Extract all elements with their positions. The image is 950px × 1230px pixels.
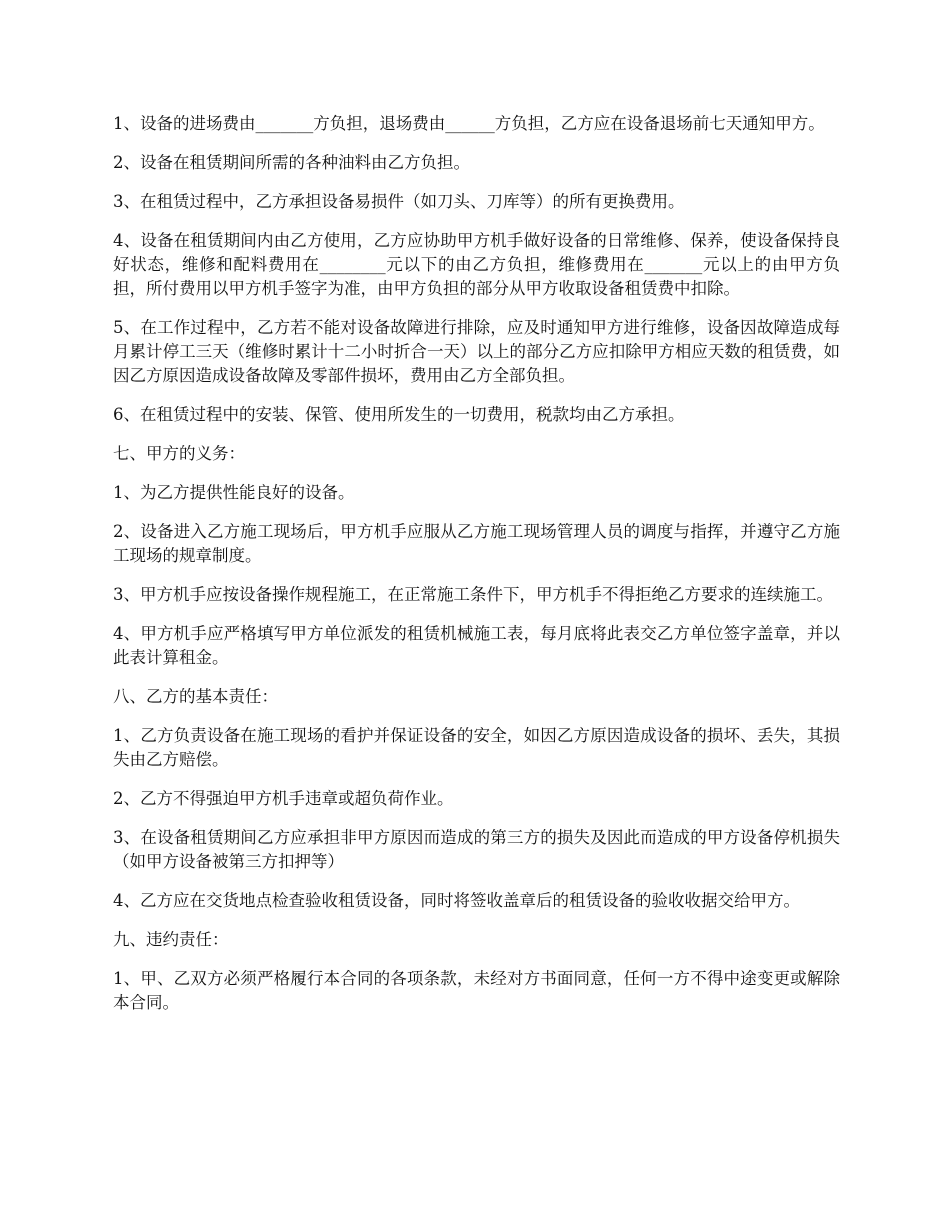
clause-fuel-cost: 2、设备在租赁期间所需的各种油料由乙方负担。: [113, 153, 470, 172]
section-heading-party-b-responsibilities: 八、乙方的基本责任：: [113, 687, 278, 706]
clause-installation-costs: 6、在租赁过程中的安装、保管、使用所发生的一切费用，税款均由乙方承担。: [113, 405, 685, 424]
section-heading-liability: 九、违约责任：: [113, 930, 229, 949]
clause-wear-parts: 3、在租赁过程中，乙方承担设备易损件（如刀头、刀库等）的所有更换费用。: [113, 192, 685, 211]
clause-acceptance: 4、乙方应在交货地点检查验收租赁设备，同时将签收盖章后的租赁设备的验收收据交给甲方。: [113, 891, 800, 910]
clause-operating-rules: 3、甲方机手应按设备操作规程施工，在正常施工条件下，甲方机手不得拒绝乙方要求的连续施工。: [113, 585, 833, 604]
section-heading-party-a-obligations: 七、甲方的义务：: [113, 444, 245, 463]
clause-construction-form: 4、甲方机手应严格填写甲方单位派发的租赁机械施工表，每月底将此表交乙方单位签字盖章，并以此表计算租金。: [113, 624, 840, 667]
clause-site-rules: 2、设备进入乙方施工现场后，甲方机手应服从乙方施工现场管理人员的调度与指挥，并遵守乙方施工现场的规章制度。: [113, 522, 840, 565]
clause-contract-performance: 1、甲、乙双方必须严格履行本合同的各项条款，未经对方书面同意，任何一方不得中途变更或解除本合同。: [113, 969, 840, 1012]
clause-equipment-safety: 1、乙方负责设备在施工现场的看护并保证设备的安全，如因乙方原因造成设备的损坏、丢失，其损失由乙方赔偿。: [113, 726, 840, 769]
clause-no-overload: 2、乙方不得强迫甲方机手违章或超负荷作业。: [113, 789, 454, 808]
clause-provide-equipment: 1、为乙方提供性能良好的设备。: [113, 483, 355, 502]
clause-equipment-entry-exit-fee: 1、设备的进场费由_______方负担，退场费由______方负担，乙方应在设备退场前七天通知甲方。: [113, 114, 825, 133]
clause-breakdown: 5、在工作过程中，乙方若不能对设备故障进行排除，应及时通知甲方进行维修，设备因故障造成每月累计停工三天（维修时累计十二小时折合一天）以上的部分乙方应扣除甲方相应天数的租赁费，如因乙方原因造成设备故障及零部件损坏，费用由乙方全部负担。: [113, 318, 840, 385]
clause-third-party-loss: 3、在设备租赁期间乙方应承担非甲方原因而造成的第三方的损失及因此而造成的甲方设备停机损失（如甲方设备被第三方扣押等）: [113, 828, 840, 871]
clause-maintenance: 4、设备在租赁期间内由乙方使用，乙方应协助甲方机手做好设备的日常维修、保养，使设备保持良好状态，维修和配料费用在________元以下的由乙方负担，维修费用在_______元以上的由甲方负担，所付费用以甲方机手签字为准，由甲方负担的部分从甲方收取设备租赁费中扣除。: [113, 231, 840, 298]
document-body: [113, 112, 840, 1030]
